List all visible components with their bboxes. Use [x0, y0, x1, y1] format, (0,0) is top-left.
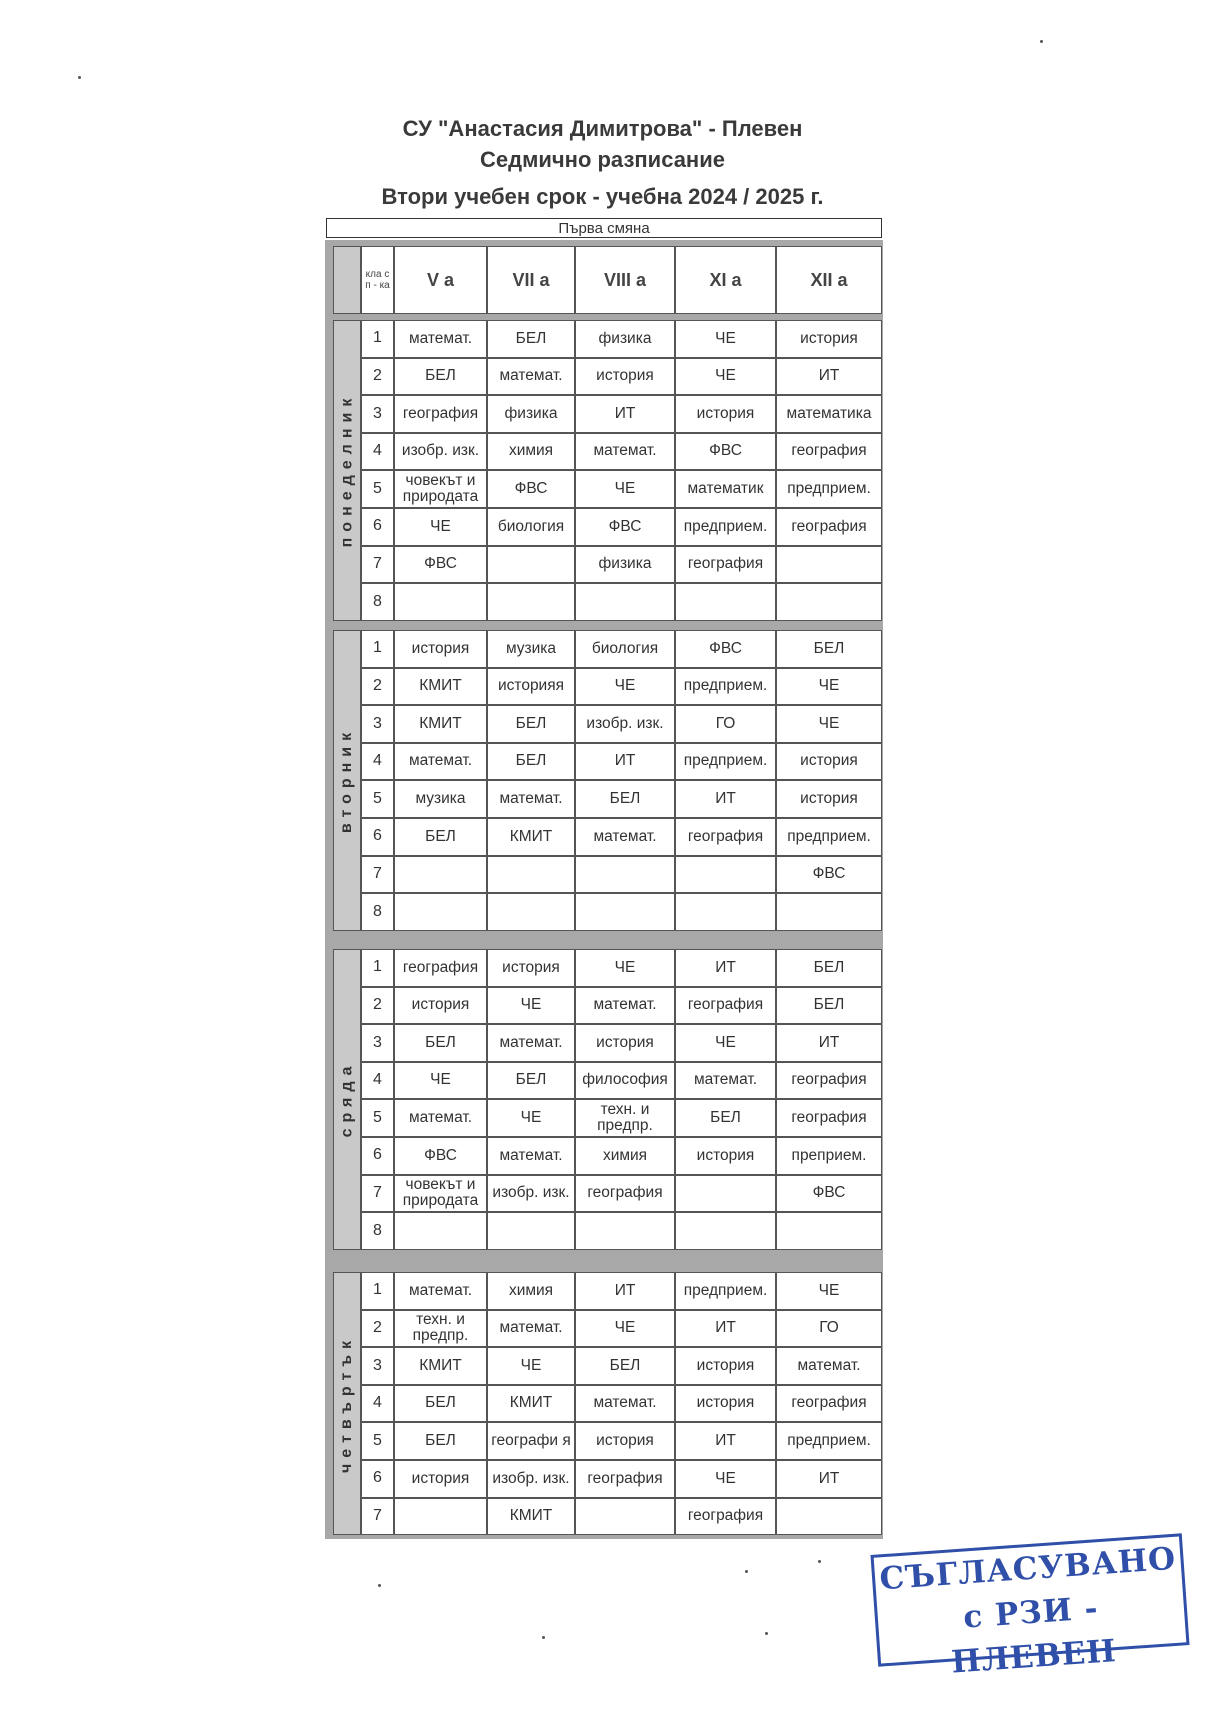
lesson-cell — [776, 1212, 882, 1250]
lesson-cell: математ. — [575, 1385, 675, 1423]
lesson-cell — [487, 546, 575, 584]
lesson-cell — [394, 583, 487, 621]
class-header: XI a — [675, 246, 776, 314]
period-number: 3 — [361, 705, 394, 743]
lesson-cell: химия — [487, 433, 575, 471]
lesson-cell: биология — [487, 508, 575, 546]
lesson-cell: човекът и природата — [394, 470, 487, 508]
period-number: 6 — [361, 1460, 394, 1498]
lesson-cell: БЕЛ — [394, 1024, 487, 1062]
term-title: Втори учебен срок - учебна 2024 / 2025 г. — [381, 184, 824, 209]
lesson-cell: история — [675, 1385, 776, 1423]
lesson-cell: БЕЛ — [776, 987, 882, 1025]
lesson-cell: ИТ — [675, 949, 776, 987]
lesson-cell: изобр. изк. — [487, 1175, 575, 1213]
scan-speck — [745, 1570, 748, 1573]
lesson-cell: човекът и природата — [394, 1175, 487, 1213]
lesson-cell: ИТ — [575, 1272, 675, 1310]
scan-speck — [542, 1636, 545, 1639]
period-number: 7 — [361, 1175, 394, 1213]
lesson-cell: ИТ — [675, 1310, 776, 1348]
lesson-cell: география — [776, 1385, 882, 1423]
lesson-cell — [675, 893, 776, 931]
lesson-cell: ИТ — [575, 743, 675, 781]
lesson-cell: преприем. — [776, 1137, 882, 1175]
lesson-cell — [776, 583, 882, 621]
lesson-cell: география — [776, 1099, 882, 1137]
period-number: 3 — [361, 395, 394, 433]
lesson-cell — [575, 1498, 675, 1536]
lesson-cell: ФВС — [776, 856, 882, 894]
lesson-cell: ИТ — [776, 1460, 882, 1498]
lesson-cell: история — [575, 358, 675, 396]
lesson-cell — [776, 1498, 882, 1536]
lesson-cell: математ. — [675, 1062, 776, 1100]
lesson-cell: история — [776, 743, 882, 781]
lesson-cell: БЕЛ — [394, 1385, 487, 1423]
lesson-cell: предприем. — [776, 1422, 882, 1460]
lesson-cell — [575, 583, 675, 621]
lesson-cell: ЧЕ — [394, 1062, 487, 1100]
period-number: 2 — [361, 987, 394, 1025]
class-header: V a — [394, 246, 487, 314]
schedule-table — [325, 240, 883, 1539]
lesson-cell: ЧЕ — [675, 320, 776, 358]
approval-stamp — [870, 1533, 1189, 1681]
lesson-cell: математ. — [575, 818, 675, 856]
period-number: 8 — [361, 893, 394, 931]
lesson-cell: математ. — [487, 1024, 575, 1062]
period-number: 3 — [361, 1024, 394, 1062]
lesson-cell: физика — [575, 546, 675, 584]
period-number: 4 — [361, 743, 394, 781]
lesson-cell: ФВС — [776, 1175, 882, 1213]
lesson-cell: математ. — [394, 1272, 487, 1310]
scan-speck — [78, 76, 81, 79]
lesson-cell — [776, 546, 882, 584]
period-number: 7 — [361, 1498, 394, 1536]
lesson-cell: изобр. изк. — [394, 433, 487, 471]
period-number: 6 — [361, 1137, 394, 1175]
period-number: 1 — [361, 320, 394, 358]
lesson-cell: ФВС — [487, 470, 575, 508]
scan-speck — [378, 1584, 381, 1587]
lesson-cell: география — [675, 546, 776, 584]
lesson-cell: математ. — [394, 743, 487, 781]
scan-speck — [818, 1560, 821, 1563]
lesson-cell: КМИТ — [487, 1498, 575, 1536]
lesson-cell: предприем. — [675, 743, 776, 781]
lesson-cell: география — [575, 1460, 675, 1498]
lesson-cell: БЕЛ — [487, 1062, 575, 1100]
day-label — [333, 1272, 361, 1535]
lesson-cell: ИТ — [776, 1024, 882, 1062]
lesson-cell: БЕЛ — [487, 320, 575, 358]
lesson-cell: ФВС — [394, 1137, 487, 1175]
lesson-cell: физика — [487, 395, 575, 433]
class-header: VIII a — [575, 246, 675, 314]
lesson-cell: история — [675, 395, 776, 433]
lesson-cell — [675, 583, 776, 621]
period-number: 1 — [361, 630, 394, 668]
lesson-cell: КМИТ — [487, 1385, 575, 1423]
lesson-cell — [675, 1212, 776, 1250]
period-number: 4 — [361, 1062, 394, 1100]
lesson-cell: ИТ — [776, 358, 882, 396]
lesson-cell: история — [675, 1347, 776, 1385]
lesson-cell: математ. — [394, 1099, 487, 1137]
lesson-cell: ЧЕ — [675, 358, 776, 396]
lesson-cell: ГО — [675, 705, 776, 743]
lesson-cell: КМИТ — [394, 668, 487, 706]
lesson-cell: ФВС — [575, 508, 675, 546]
lesson-cell: историяя — [487, 668, 575, 706]
lesson-cell: история — [487, 949, 575, 987]
lesson-cell: ФВС — [394, 546, 487, 584]
lesson-cell: история — [575, 1024, 675, 1062]
lesson-cell — [487, 583, 575, 621]
lesson-cell: математ. — [487, 358, 575, 396]
period-number: 1 — [361, 949, 394, 987]
lesson-cell: ЧЕ — [575, 1310, 675, 1348]
lesson-cell: БЕЛ — [487, 705, 575, 743]
lesson-cell: география — [776, 508, 882, 546]
lesson-cell: биология — [575, 630, 675, 668]
lesson-cell: БЕЛ — [487, 743, 575, 781]
lesson-cell: география — [394, 949, 487, 987]
lesson-cell — [394, 1498, 487, 1536]
lesson-cell: ЧЕ — [575, 470, 675, 508]
lesson-cell: география — [675, 818, 776, 856]
scan-speck — [1040, 40, 1043, 43]
lesson-cell: ЧЕ — [776, 705, 882, 743]
header-day-strip — [333, 246, 361, 314]
lesson-cell: история — [394, 987, 487, 1025]
lesson-cell — [575, 1212, 675, 1250]
lesson-cell: географи я — [487, 1422, 575, 1460]
lesson-cell: БЕЛ — [675, 1099, 776, 1137]
lesson-cell: КМИТ — [394, 705, 487, 743]
period-number: 2 — [361, 358, 394, 396]
lesson-cell: химия — [487, 1272, 575, 1310]
lesson-cell: химия — [575, 1137, 675, 1175]
lesson-cell — [675, 856, 776, 894]
day-label — [333, 949, 361, 1250]
lesson-cell: математ. — [575, 987, 675, 1025]
lesson-cell: история — [675, 1137, 776, 1175]
lesson-cell: история — [394, 1460, 487, 1498]
lesson-cell: история — [776, 320, 882, 358]
lesson-cell: предприем. — [675, 1272, 776, 1310]
lesson-cell: ИТ — [675, 780, 776, 818]
lesson-cell: КМИТ — [394, 1347, 487, 1385]
day-name: четвъртък — [338, 1334, 356, 1473]
period-number: 8 — [361, 583, 394, 621]
stamp-line-2: с РЗИ - ПЛЕВЕН — [950, 1590, 1118, 1681]
lesson-cell — [776, 893, 882, 931]
period-number: 8 — [361, 1212, 394, 1250]
shift-label: Първа смяна — [326, 218, 882, 238]
lesson-cell: предприем. — [675, 508, 776, 546]
lesson-cell: музика — [487, 630, 575, 668]
lesson-cell: музика — [394, 780, 487, 818]
period-number: 5 — [361, 1099, 394, 1137]
lesson-cell: ЧЕ — [575, 949, 675, 987]
lesson-cell: ИТ — [675, 1422, 776, 1460]
period-number: 1 — [361, 1272, 394, 1310]
lesson-cell: география — [675, 987, 776, 1025]
lesson-cell: ЧЕ — [776, 668, 882, 706]
period-number: 2 — [361, 668, 394, 706]
school-name: СУ "Анастасия Димитрова" - Плевен — [402, 116, 803, 141]
lesson-cell: изобр. изк. — [487, 1460, 575, 1498]
lesson-cell: ЧЕ — [394, 508, 487, 546]
lesson-cell: география — [575, 1175, 675, 1213]
lesson-cell: техн. и предпр. — [394, 1310, 487, 1348]
period-number: 5 — [361, 1422, 394, 1460]
lesson-cell — [675, 1175, 776, 1213]
day-label — [333, 320, 361, 621]
lesson-cell — [394, 1212, 487, 1250]
lesson-cell — [487, 1212, 575, 1250]
class-header: XII a — [776, 246, 882, 314]
table-corner-label: кла с п - ка — [361, 246, 394, 314]
lesson-cell: математ. — [394, 320, 487, 358]
day-name: сряда — [338, 1060, 356, 1138]
lesson-cell: техн. и предпр. — [575, 1099, 675, 1137]
period-number: 2 — [361, 1310, 394, 1348]
lesson-cell: математик — [675, 470, 776, 508]
period-number: 4 — [361, 433, 394, 471]
lesson-cell: ФВС — [675, 630, 776, 668]
lesson-cell: БЕЛ — [776, 630, 882, 668]
lesson-cell: БЕЛ — [776, 949, 882, 987]
lesson-cell: ЧЕ — [575, 668, 675, 706]
period-number: 5 — [361, 780, 394, 818]
lesson-cell: ЧЕ — [675, 1460, 776, 1498]
document-subtitle: Седмично разписание — [480, 147, 725, 172]
lesson-cell: КМИТ — [487, 818, 575, 856]
lesson-cell — [575, 856, 675, 894]
day-name: вторник — [338, 727, 355, 834]
period-number: 7 — [361, 856, 394, 894]
lesson-cell: ЧЕ — [487, 1347, 575, 1385]
lesson-cell — [394, 856, 487, 894]
period-number: 7 — [361, 546, 394, 584]
lesson-cell: БЕЛ — [575, 780, 675, 818]
lesson-cell — [575, 893, 675, 931]
lesson-cell: предприем. — [776, 818, 882, 856]
lesson-cell: математ. — [487, 1137, 575, 1175]
lesson-cell: история — [575, 1422, 675, 1460]
lesson-cell: ЧЕ — [675, 1024, 776, 1062]
lesson-cell: история — [394, 630, 487, 668]
lesson-cell: философия — [575, 1062, 675, 1100]
period-number: 6 — [361, 818, 394, 856]
stamp-line-1: СЪГЛАСУВАНО — [878, 1540, 1178, 1598]
lesson-cell: ЧЕ — [776, 1272, 882, 1310]
lesson-cell: география — [394, 395, 487, 433]
lesson-cell: БЕЛ — [394, 358, 487, 396]
class-header: VII a — [487, 246, 575, 314]
lesson-cell: математика — [776, 395, 882, 433]
lesson-cell: ГО — [776, 1310, 882, 1348]
lesson-cell: БЕЛ — [575, 1347, 675, 1385]
lesson-cell: физика — [575, 320, 675, 358]
lesson-cell: история — [776, 780, 882, 818]
lesson-cell: география — [776, 1062, 882, 1100]
lesson-cell: ЧЕ — [487, 987, 575, 1025]
lesson-cell: математ. — [776, 1347, 882, 1385]
lesson-cell: БЕЛ — [394, 1422, 487, 1460]
scan-speck — [765, 1632, 768, 1635]
lesson-cell: ЧЕ — [487, 1099, 575, 1137]
lesson-cell: математ. — [487, 780, 575, 818]
lesson-cell: изобр. изк. — [575, 705, 675, 743]
lesson-cell: математ. — [575, 433, 675, 471]
period-number: 5 — [361, 470, 394, 508]
lesson-cell: предприем. — [776, 470, 882, 508]
period-number: 4 — [361, 1385, 394, 1423]
lesson-cell — [487, 893, 575, 931]
period-number: 6 — [361, 508, 394, 546]
lesson-cell: география — [776, 433, 882, 471]
lesson-cell — [487, 856, 575, 894]
day-label — [333, 630, 361, 931]
lesson-cell: география — [675, 1498, 776, 1536]
lesson-cell: БЕЛ — [394, 818, 487, 856]
lesson-cell: ИТ — [575, 395, 675, 433]
lesson-cell: математ. — [487, 1310, 575, 1348]
day-name: понеделник — [338, 393, 356, 548]
lesson-cell: предприем. — [675, 668, 776, 706]
lesson-cell: ФВС — [675, 433, 776, 471]
period-number: 3 — [361, 1347, 394, 1385]
lesson-cell — [394, 893, 487, 931]
